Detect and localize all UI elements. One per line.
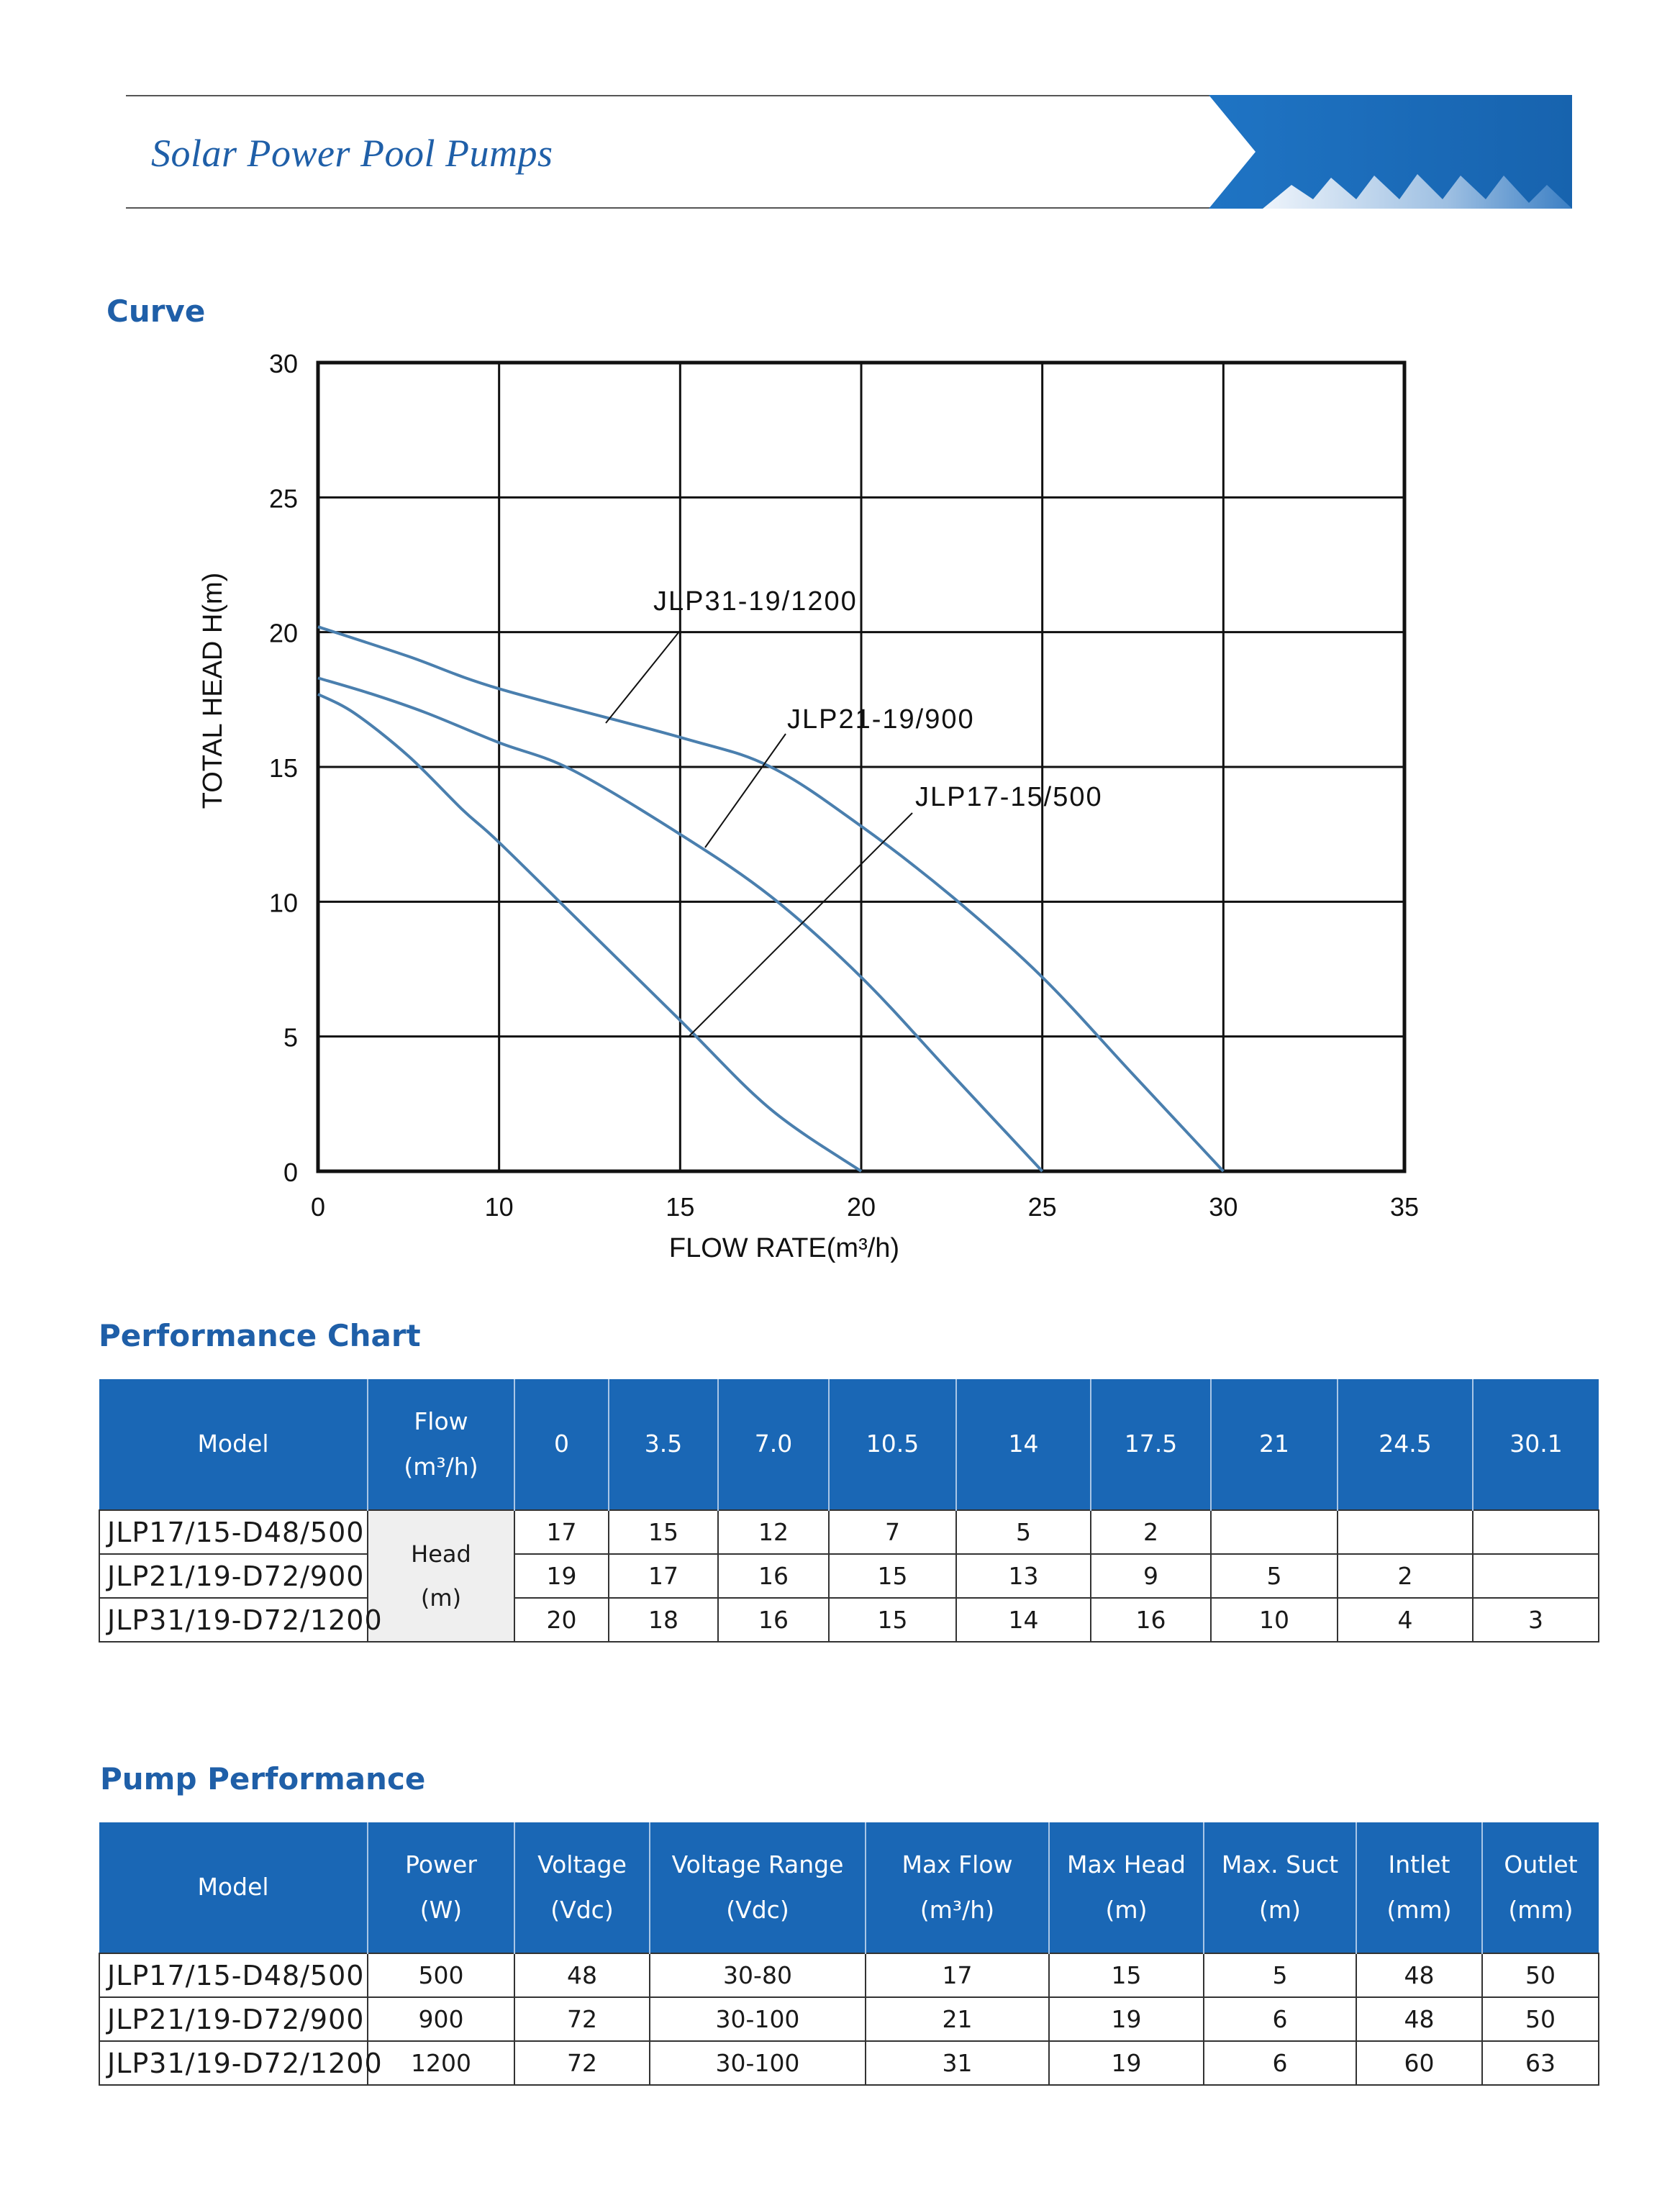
flow-value-header: 30.1: [1473, 1379, 1599, 1510]
pump-header-max-head: [1049, 1822, 1204, 1953]
head-value-cell: 5: [956, 1510, 1091, 1554]
flow-value-header: 21: [1211, 1379, 1338, 1510]
head-label: Head: [411, 1540, 471, 1568]
header-label: Max Head: [1067, 1850, 1186, 1878]
header-unit: (Vdc): [550, 1895, 614, 1924]
performance-chart-flow-header: [368, 1379, 514, 1510]
max-suct-cell: 6: [1204, 1997, 1356, 2041]
chart-leader-lines: [606, 632, 912, 1036]
performance-chart-header-row: [99, 1379, 1599, 1510]
max-flow-cell: 21: [866, 1997, 1049, 2041]
head-value-cell: 15: [609, 1510, 718, 1554]
model-cell: JLP17/15-D48/500: [99, 1953, 368, 1997]
head-value-cell: 19: [514, 1554, 609, 1598]
head-value-cell: 2: [1091, 1510, 1211, 1554]
y-tick-label: 25: [268, 483, 298, 514]
pump-header-model: Model: [99, 1822, 368, 1953]
y-tick-label: 10: [268, 888, 298, 918]
header-unit: (W): [419, 1895, 463, 1924]
header-unit: (m³/h): [920, 1895, 995, 1924]
series-line-jlp17-15-500: [318, 694, 861, 1171]
voltage-cell: 72: [514, 2041, 650, 2085]
header-label: Max Flow: [902, 1850, 1013, 1878]
head-value-cell: 16: [718, 1554, 829, 1598]
curve-label: JLP21-19/900: [787, 704, 975, 735]
head-value-cell: [1338, 1510, 1473, 1554]
x-tick-label: 20: [846, 1192, 876, 1222]
head-value-cell: 15: [829, 1598, 956, 1642]
model-cell: JLP21/19-D72/900: [99, 1997, 368, 2041]
head-value-cell: 17: [609, 1554, 718, 1598]
outlet-cell: 50: [1482, 1953, 1599, 1997]
leader-line: [689, 813, 912, 1036]
header-label: Voltage: [537, 1850, 627, 1878]
pump-header-max-suct: [1204, 1822, 1356, 1953]
x-tick-label: 10: [484, 1192, 514, 1222]
pump-performance-table: [99, 1822, 1599, 2086]
chart-series: [318, 627, 1223, 1171]
head-value-cell: 7: [829, 1510, 956, 1554]
pump-header-intlet: [1356, 1822, 1482, 1953]
section-title-curve: Curve: [106, 294, 206, 329]
voltage-cell: 72: [514, 1997, 650, 2041]
max-suct-cell: 5: [1204, 1953, 1356, 1997]
x-tick-label: 30: [1209, 1192, 1238, 1222]
chart-x-axis-title: FLOW RATE(m³/h): [668, 1233, 900, 1263]
outlet-cell: 50: [1482, 1997, 1599, 2041]
head-value-cell: 9: [1091, 1554, 1211, 1598]
head-value-cell: [1473, 1510, 1599, 1554]
leader-line: [606, 632, 679, 723]
header-label: Outlet: [1504, 1850, 1578, 1878]
head-value-cell: 13: [956, 1554, 1091, 1598]
x-tick-label: 0: [310, 1192, 326, 1222]
chart-grid: [318, 363, 1404, 1171]
outlet-cell: 63: [1482, 2041, 1599, 2085]
table-row: [99, 1510, 1599, 1554]
pump-header-voltage-range: [650, 1822, 866, 1953]
page-title: Solar Power Pool Pumps: [151, 132, 553, 175]
chart-y-axis-title: TOTAL HEAD H(m): [198, 572, 228, 809]
y-tick-label: 20: [268, 618, 298, 648]
flow-value-header: 17.5: [1091, 1379, 1211, 1510]
head-value-cell: 18: [609, 1598, 718, 1642]
table-row: [99, 1598, 1599, 1642]
voltage-cell: 48: [514, 1953, 650, 1997]
flow-value-header: 7.0: [718, 1379, 829, 1510]
head-value-cell: [1211, 1510, 1338, 1554]
model-cell: JLP31/19-D72/1200: [99, 2041, 368, 2085]
chart-tick-labels: [269, 349, 1419, 1222]
y-tick-label: 30: [268, 349, 298, 378]
table-row: [99, 1997, 1599, 2041]
model-cell: JLP31/19-D72/1200: [99, 1598, 368, 1642]
x-tick-label: 35: [1389, 1192, 1420, 1222]
head-value-cell: 2: [1338, 1554, 1473, 1598]
head-value-cell: 10: [1211, 1598, 1338, 1642]
header-label: Intlet: [1388, 1850, 1450, 1878]
head-label-cell: [368, 1510, 514, 1642]
head-value-cell: 12: [718, 1510, 829, 1554]
power-cell: 1200: [368, 2041, 514, 2085]
pump-header-outlet: [1482, 1822, 1599, 1953]
leader-line: [705, 734, 786, 848]
max-head-cell: 15: [1049, 1953, 1204, 1997]
curve-label: JLP31-19/1200: [653, 586, 858, 617]
header-unit: (m): [1105, 1895, 1148, 1924]
head-value-cell: [1473, 1554, 1599, 1598]
voltage-range-cell: 30-100: [650, 1997, 866, 2041]
header-unit: (m): [1259, 1895, 1301, 1924]
flow-value-header: 3.5: [609, 1379, 718, 1510]
x-tick-label: 25: [1027, 1192, 1057, 1222]
flow-value-header: 14: [956, 1379, 1091, 1510]
head-value-cell: 3: [1473, 1598, 1599, 1642]
performance-chart-table: [99, 1379, 1599, 1643]
model-cell: JLP21/19-D72/900: [99, 1554, 368, 1598]
head-unit: (m): [420, 1584, 462, 1612]
y-tick-label: 0: [283, 1158, 298, 1187]
header-label: Max. Suct: [1221, 1850, 1339, 1878]
flow-header-unit: (m³/h): [404, 1452, 478, 1481]
header-unit: (mm): [1508, 1895, 1574, 1924]
flow-value-header: 10.5: [829, 1379, 956, 1510]
performance-chart-model-header: Model: [99, 1379, 368, 1510]
power-cell: 900: [368, 1997, 514, 2041]
header-unit: (Vdc): [726, 1895, 789, 1924]
chart-labels: [653, 586, 1103, 812]
model-cell: JLP17/15-D48/500: [99, 1510, 368, 1554]
max-suct-cell: 6: [1204, 2041, 1356, 2085]
intlet-cell: 60: [1356, 2041, 1482, 2085]
flow-value-header: 24.5: [1338, 1379, 1473, 1510]
voltage-range-cell: 30-80: [650, 1953, 866, 1997]
table-row: [99, 1953, 1599, 1997]
max-flow-cell: 17: [866, 1953, 1049, 1997]
pump-header-power: [368, 1822, 514, 1953]
pump-header-max-flow: [866, 1822, 1049, 1953]
flow-value-header: 0: [514, 1379, 609, 1510]
section-title-pump-performance: Pump Performance: [100, 1761, 426, 1796]
table-row: [99, 1554, 1599, 1598]
head-value-cell: 16: [718, 1598, 829, 1642]
intlet-cell: 48: [1356, 1953, 1482, 1997]
head-value-cell: 14: [956, 1598, 1091, 1642]
head-value-cell: 20: [514, 1598, 609, 1642]
intlet-cell: 48: [1356, 1997, 1482, 2041]
table-row: [99, 2041, 1599, 2085]
curve-label: JLP17-15/500: [915, 782, 1103, 812]
y-tick-label: 5: [283, 1022, 298, 1053]
head-value-cell: 4: [1338, 1598, 1473, 1642]
header-label: Voltage Range: [671, 1850, 844, 1878]
power-cell: 500: [368, 1953, 514, 1997]
y-tick-label: 15: [268, 753, 298, 783]
max-flow-cell: 31: [866, 2041, 1049, 2085]
section-title-performance-chart: Performance Chart: [99, 1318, 421, 1353]
x-tick-label: 15: [666, 1192, 695, 1222]
max-head-cell: 19: [1049, 2041, 1204, 2085]
head-value-cell: 17: [514, 1510, 609, 1554]
head-value-cell: 15: [829, 1554, 956, 1598]
head-value-cell: 5: [1211, 1554, 1338, 1598]
series-line-jlp31-19-1200: [318, 627, 1223, 1171]
head-value-cell: 16: [1091, 1598, 1211, 1642]
flow-header-label: Flow: [414, 1407, 468, 1435]
pump-header-voltage: [514, 1822, 650, 1953]
header-label: Power: [405, 1850, 477, 1878]
max-head-cell: 19: [1049, 1997, 1204, 2041]
header-unit: (mm): [1386, 1895, 1452, 1924]
pump-performance-header-row: [99, 1822, 1599, 1953]
voltage-range-cell: 30-100: [650, 2041, 866, 2085]
